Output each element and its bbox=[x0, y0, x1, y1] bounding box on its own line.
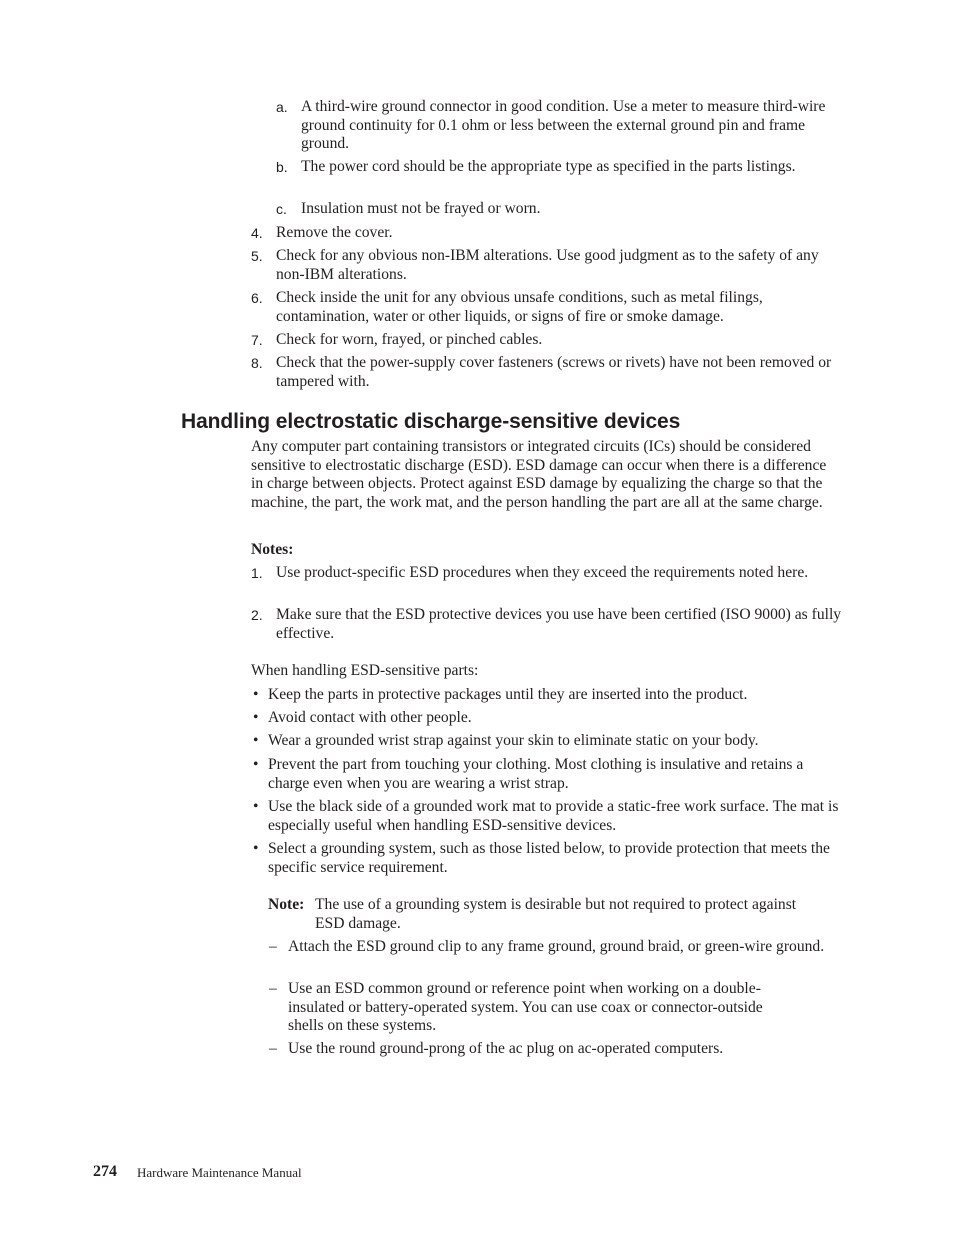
list-item-text: The power cord should be the appropriate type as specified in the parts listings. bbox=[301, 158, 796, 175]
bullet-marker: • bbox=[253, 840, 259, 857]
dash-marker: – bbox=[269, 980, 277, 997]
list-item-text: Wear a grounded wrist strap against your skin to eliminate static on your body. bbox=[268, 732, 759, 749]
list-item-text: Use the black side of a grounded work mat to provide a static-free work surface. The mat is especially useful when handling ESD-sensitive devices. bbox=[268, 798, 839, 834]
handling-intro: When handling ESD-sensitive parts: bbox=[251, 662, 479, 679]
list-item-text: Check for any obvious non-IBM alterations. Use good judgment as to the safety of any non-IBM alterations. bbox=[276, 247, 819, 283]
page-number: 274 bbox=[93, 1163, 117, 1180]
list-item-text: Attach the ESD ground clip to any frame ground, ground braid, or green-wire ground. bbox=[288, 938, 825, 955]
list-item-text: Check inside the unit for any obvious unsafe conditions, such as metal filings, contamination, water or other liquids, or signs of fire or smoke damage. bbox=[276, 289, 763, 325]
notes-label: Notes: bbox=[251, 541, 294, 558]
list-item-text: Remove the cover. bbox=[276, 224, 393, 241]
list-item-text: Keep the parts in protective packages until they are inserted into the product. bbox=[268, 686, 748, 703]
list-item-text: A third-wire ground connector in good condition. Use a meter to measure third-wire ground continuity for 0.1 ohm or less between the external ground pin and frame ground. bbox=[301, 98, 826, 153]
list-marker: 8. bbox=[251, 355, 263, 371]
list-marker: b. bbox=[276, 159, 288, 175]
note-text: The use of a grounding system is desirable but not required to protect against ESD damage. bbox=[315, 896, 797, 932]
list-item-text: Make sure that the ESD protective devices you use have been certified (ISO 9000) as fully effective. bbox=[276, 606, 842, 642]
list-item-text: Check that the power-supply cover fasteners (screws or rivets) have not been removed or tampered with. bbox=[276, 354, 832, 390]
bullet-marker: • bbox=[253, 686, 259, 703]
list-item-text: Use product-specific ESD procedures when they exceed the requirements noted here. bbox=[276, 564, 809, 581]
list-item-text: Avoid contact with other people. bbox=[268, 709, 472, 726]
list-marker: 4. bbox=[251, 225, 263, 241]
list-marker: 1. bbox=[251, 565, 263, 581]
list-marker: 2. bbox=[251, 607, 263, 623]
dash-marker: – bbox=[269, 938, 277, 955]
list-item-text: Select a grounding system, such as those listed below, to provide protection that meets the specific service requirement. bbox=[268, 840, 830, 876]
list-marker: c. bbox=[276, 201, 287, 217]
list-item-text: Insulation must not be frayed or worn. bbox=[301, 200, 541, 217]
bullet-marker: • bbox=[253, 709, 259, 726]
intro-paragraph: Any computer part containing transistors or integrated circuits (ICs) should be considered sensitive to electrostatic discharge (ESD). ESD damage can occur when there is a difference in charge between objects. Protect against ESD damage by equalizing the charge so that the machine, the part, the work mat, and the person handling the part are all at the same charge. bbox=[251, 438, 827, 511]
list-item-text: Check for worn, frayed, or pinched cables. bbox=[276, 331, 543, 348]
bullet-marker: • bbox=[253, 798, 259, 815]
list-item-text: Use the round ground-prong of the ac plug on ac-operated computers. bbox=[288, 1040, 724, 1057]
note-label: Note: bbox=[268, 896, 305, 913]
list-marker: a. bbox=[276, 99, 288, 115]
bullet-marker: • bbox=[253, 732, 259, 749]
list-marker: 5. bbox=[251, 248, 263, 264]
manual-title: Hardware Maintenance Manual bbox=[137, 1165, 302, 1180]
section-heading: Handling electrostatic discharge-sensitive devices bbox=[181, 410, 681, 433]
list-marker: 7. bbox=[251, 332, 263, 348]
list-item-text: Prevent the part from touching your clothing. Most clothing is insulative and retains a charge even when you are wearing a wrist strap. bbox=[268, 756, 804, 792]
list-item-text: Use an ESD common ground or reference point when working on a double-insulated or battery-operated system. You can use coax or connector-outside shells on these systems. bbox=[288, 980, 763, 1035]
dash-marker: – bbox=[269, 1040, 277, 1057]
bullet-marker: • bbox=[253, 756, 259, 773]
list-marker: 6. bbox=[251, 290, 263, 306]
